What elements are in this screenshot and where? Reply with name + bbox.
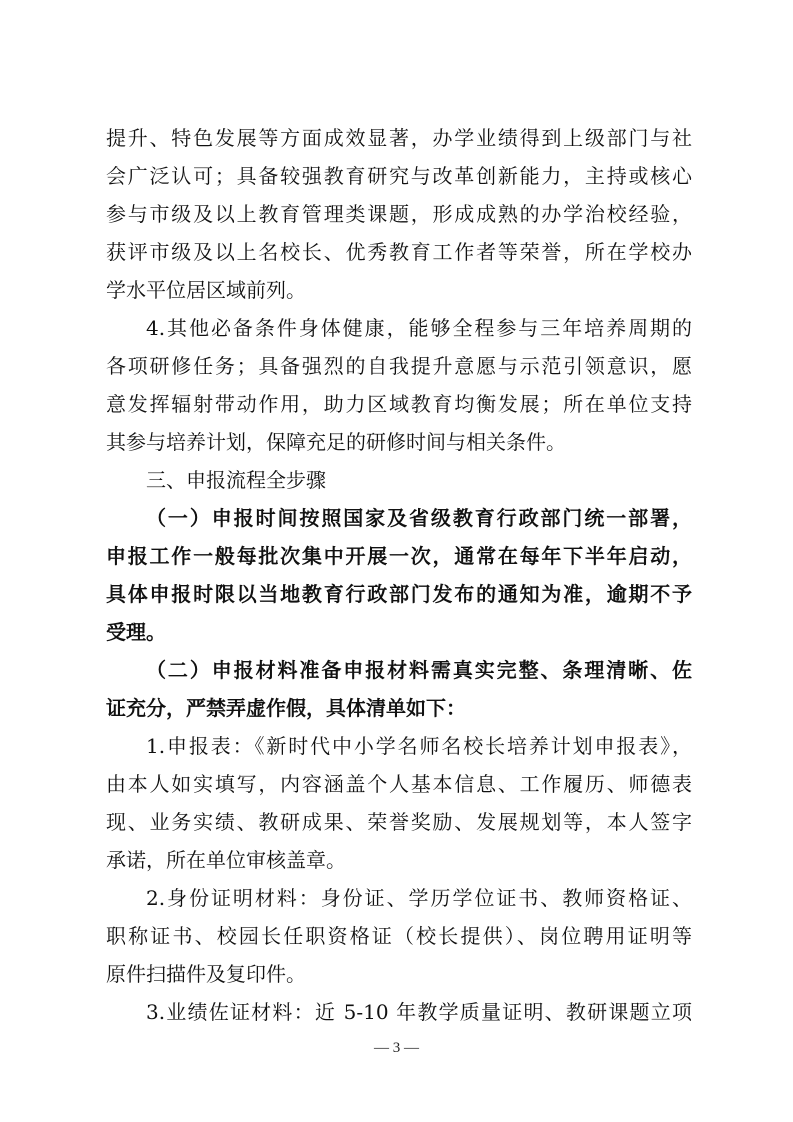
item-2-line-3: 原件扫描件及复印件。	[106, 962, 306, 986]
item-4-line-3: 意发挥辐射带动作用，助力区域教育均衡发展；所在单位支持	[106, 392, 692, 416]
subsection-1-line-3: 具体申报时限以当地教育行政部门发布的通知为准，逾期不予	[106, 582, 692, 606]
item-1-line-4: 承诺，所在单位审核盖章。	[106, 848, 346, 872]
subsection-1-line-2: 申报工作一般每批次集中开展一次，通常在每年下半年启动，	[106, 544, 692, 568]
item-4-line-2: 各项研修任务；具备强烈的自我提升意愿与示范引领意识，愿	[106, 354, 692, 378]
subsection-2-line-2: 证充分，严禁弄虚作假，具体清单如下：	[106, 696, 466, 720]
body-line-5: 学水平位居区域前列。	[106, 278, 306, 302]
body-line-1: 提升、特色发展等方面成效显著，办学业绩得到上级部门与社	[106, 126, 692, 150]
item-3-line-1: 3.业绩佐证材料：近 5-10 年教学质量证明、教研课题立项	[146, 1000, 692, 1024]
item-4-line-1: 4.其他必备条件身体健康，能够全程参与三年培养周期的	[146, 316, 692, 340]
subsection-1-line-1: （一）申报时间按照国家及省级教育行政部门统一部署，	[146, 506, 692, 530]
body-line-4: 获评市级及以上名校长、优秀教育工作者等荣誉，所在学校办	[106, 240, 692, 264]
item-1-line-1: 1.申报表：《新时代中小学名师名校长培养计划申报表》，	[146, 734, 692, 758]
page-number: — 3 —	[374, 1040, 419, 1056]
subsection-1-line-4: 受理。	[106, 620, 166, 644]
subsection-2-line-1: （二）申报材料准备申报材料需真实完整、条理清晰、佐	[146, 658, 692, 682]
body-line-3: 参与市级及以上教育管理类课题，形成成熟的办学治校经验，	[106, 202, 692, 226]
item-1-line-3: 现、业务实绩、教研成果、荣誉奖励、发展规划等，本人签字	[106, 810, 692, 834]
body-line-2: 会广泛认可；具备较强教育研究与改革创新能力，主持或核心	[106, 164, 692, 188]
item-1-line-2: 由本人如实填写，内容涵盖个人基本信息、工作履历、师德表	[106, 772, 692, 796]
item-2-line-2: 职称证书、校园长任职资格证（校长提供）、岗位聘用证明等	[106, 924, 692, 948]
section-heading: 三、申报流程全步骤	[146, 468, 326, 492]
item-4-line-4: 其参与培养计划，保障充足的研修时间与相关条件。	[106, 430, 566, 454]
item-2-line-1: 2.身份证明材料：身份证、学历学位证书、教师资格证、	[146, 886, 692, 910]
